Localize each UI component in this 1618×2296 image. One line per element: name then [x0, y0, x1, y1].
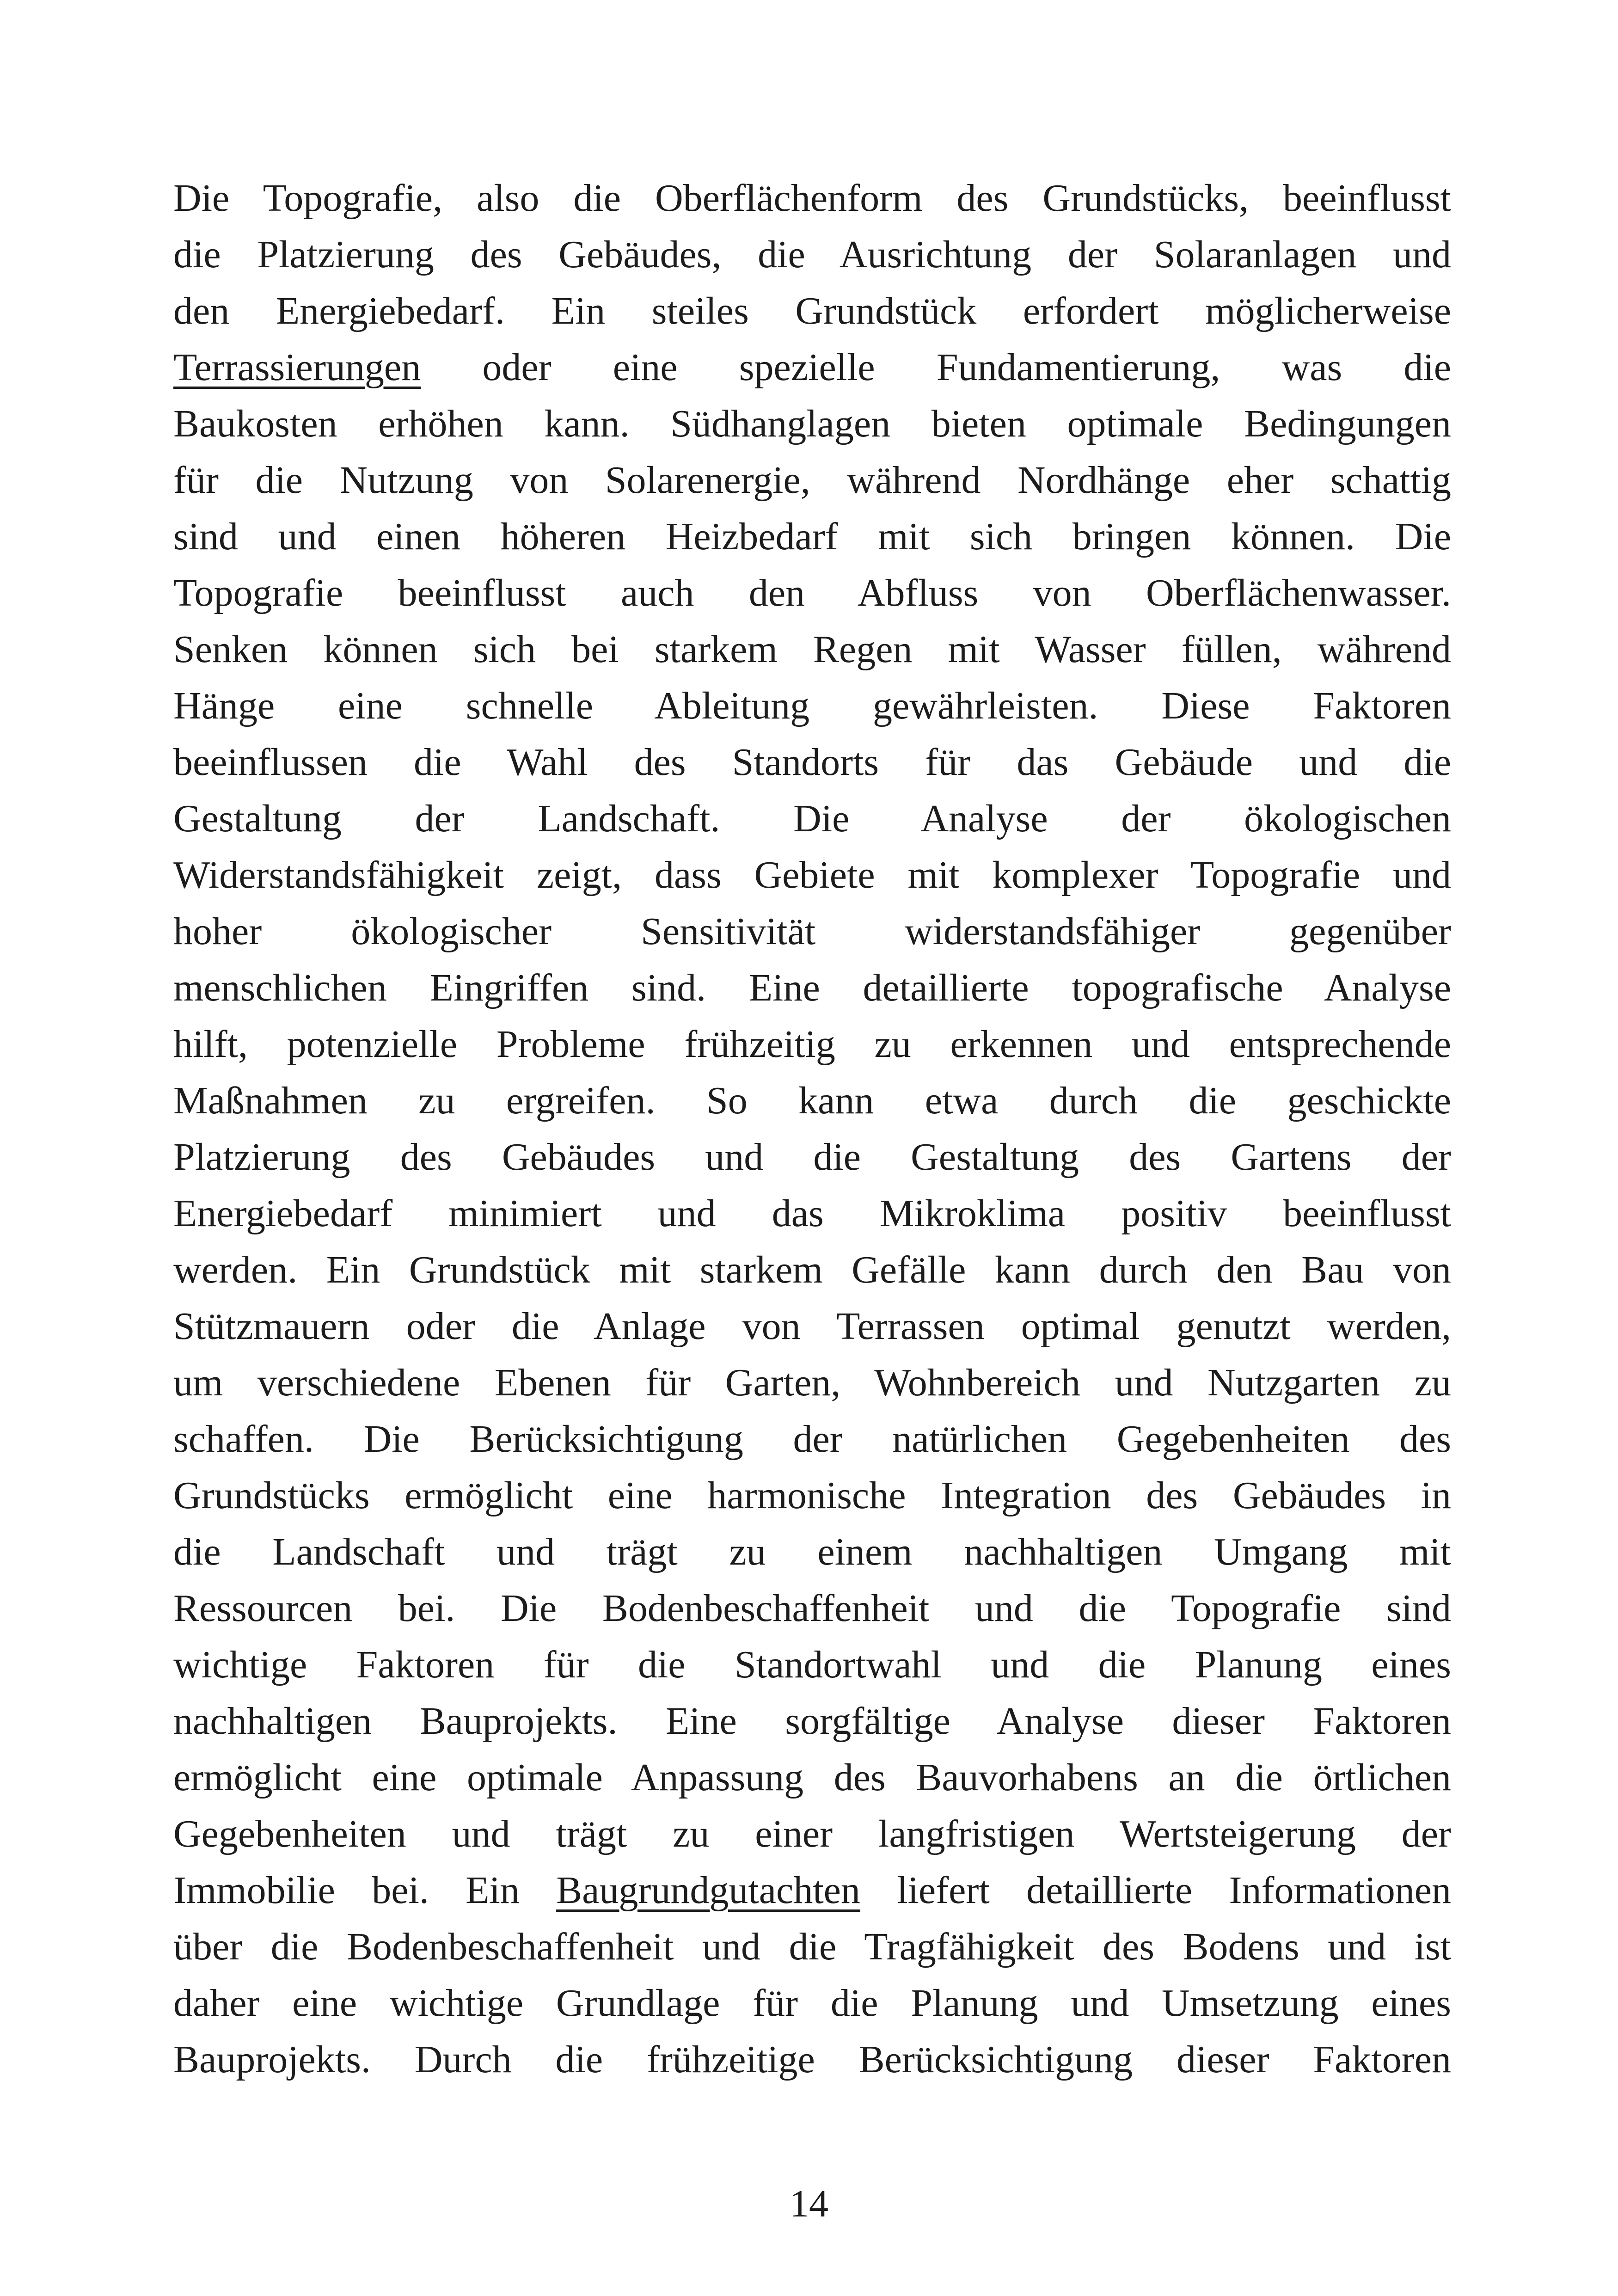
text-line: schaffen. Die Berücksichtigung der natürlichen Gegebenheiten des: [173, 1418, 1451, 1461]
text-line: um verschiedene Ebenen für Garten, Wohnbereich und Nutzgarten zu: [173, 1361, 1451, 1404]
text-line: Topografie beeinflusst auch den Abfluss von Oberflächenwasser.: [173, 571, 1451, 614]
text-line: über die Bodenbeschaffenheit und die Tragfähigkeit des Bodens und ist: [173, 1925, 1451, 1968]
text-line: Baukosten erhöhen kann. Südhanglagen bieten optimale Bedingungen: [173, 402, 1451, 445]
text-line: Hänge eine schnelle Ableitung gewährleisten. Diese Faktoren: [173, 684, 1451, 727]
text-line: Stützmauern oder die Anlage von Terrassen optimal genutzt werden,: [173, 1305, 1451, 1348]
text-line: hilft, potenzielle Probleme frühzeitig zu erkennen und entsprechende: [173, 1023, 1451, 1066]
text-line: sind und einen höheren Heizbedarf mit sich bringen können. Die: [173, 515, 1451, 558]
text-line: menschlichen Eingriffen sind. Eine detaillierte topografische Analyse: [173, 966, 1451, 1009]
page-number: 14: [790, 2182, 828, 2225]
text-line: Terrassierungen oder eine spezielle Fundamentierung, was die: [173, 346, 1451, 389]
text-line: den Energiebedarf. Ein steiles Grundstück erfordert möglicherweise: [173, 289, 1451, 332]
text-line: Widerstandsfähigkeit zeigt, dass Gebiete mit komplexer Topografie und: [173, 853, 1451, 896]
text-line: Bauprojekts. Durch die frühzeitige Berücksichtigung dieser Faktoren: [173, 2038, 1451, 2081]
text-line: beeinflussen die Wahl des Standorts für das Gebäude und die: [173, 741, 1451, 784]
text-line: daher eine wichtige Grundlage für die Planung und Umsetzung eines: [173, 1982, 1451, 2025]
text-line: Platzierung des Gebäudes und die Gestaltung des Gartens der: [173, 1136, 1451, 1179]
text-line: die Landschaft und trägt zu einem nachhaltigen Umgang mit: [173, 1530, 1451, 1573]
text-line: Immobilie bei. Ein Baugrundgutachten liefert detaillierte Informationen: [173, 1869, 1451, 1912]
text-line: Die Topografie, also die Oberflächenform des Grundstücks, beeinflusst: [173, 177, 1451, 220]
text-line: Ressourcen bei. Die Bodenbeschaffenheit und die Topografie sind: [173, 1587, 1451, 1630]
text-line: für die Nutzung von Solarenergie, während Nordhänge eher schattig: [173, 459, 1451, 502]
text-line: ermöglicht eine optimale Anpassung des Bauvorhabens an die örtlichen: [173, 1756, 1451, 1799]
text-line: hoher ökologischer Sensitivität widerstandsfähiger gegenüber: [173, 910, 1451, 953]
text-line: Grundstücks ermöglicht eine harmonische Integration des Gebäudes in: [173, 1474, 1451, 1517]
text-line: werden. Ein Grundstück mit starkem Gefälle kann durch den Bau von: [173, 1248, 1451, 1291]
text-line: Maßnahmen zu ergreifen. So kann etwa durch die geschickte: [173, 1079, 1451, 1122]
text-line: die Platzierung des Gebäudes, die Ausrichtung der Solaranlagen und: [173, 233, 1451, 276]
text-line: wichtige Faktoren für die Standortwahl und die Planung eines: [173, 1643, 1451, 1686]
text-line: Gestaltung der Landschaft. Die Analyse der ökologischen: [173, 797, 1451, 840]
underlined-term-baugrundgutachten: Baugrundgutachten: [556, 1869, 860, 1912]
underlined-term-terrassierungen: Terrassierungen: [173, 346, 421, 389]
text-line: Gegebenheiten und trägt zu einer langfristigen Wertsteigerung der: [173, 1812, 1451, 1855]
text-line: nachhaltigen Bauprojekts. Eine sorgfältige Analyse dieser Faktoren: [173, 1700, 1451, 1743]
text-line: Energiebedarf minimiert und das Mikroklima positiv beeinflusst: [173, 1192, 1451, 1235]
text-line: Senken können sich bei starkem Regen mit Wasser füllen, während: [173, 628, 1451, 671]
